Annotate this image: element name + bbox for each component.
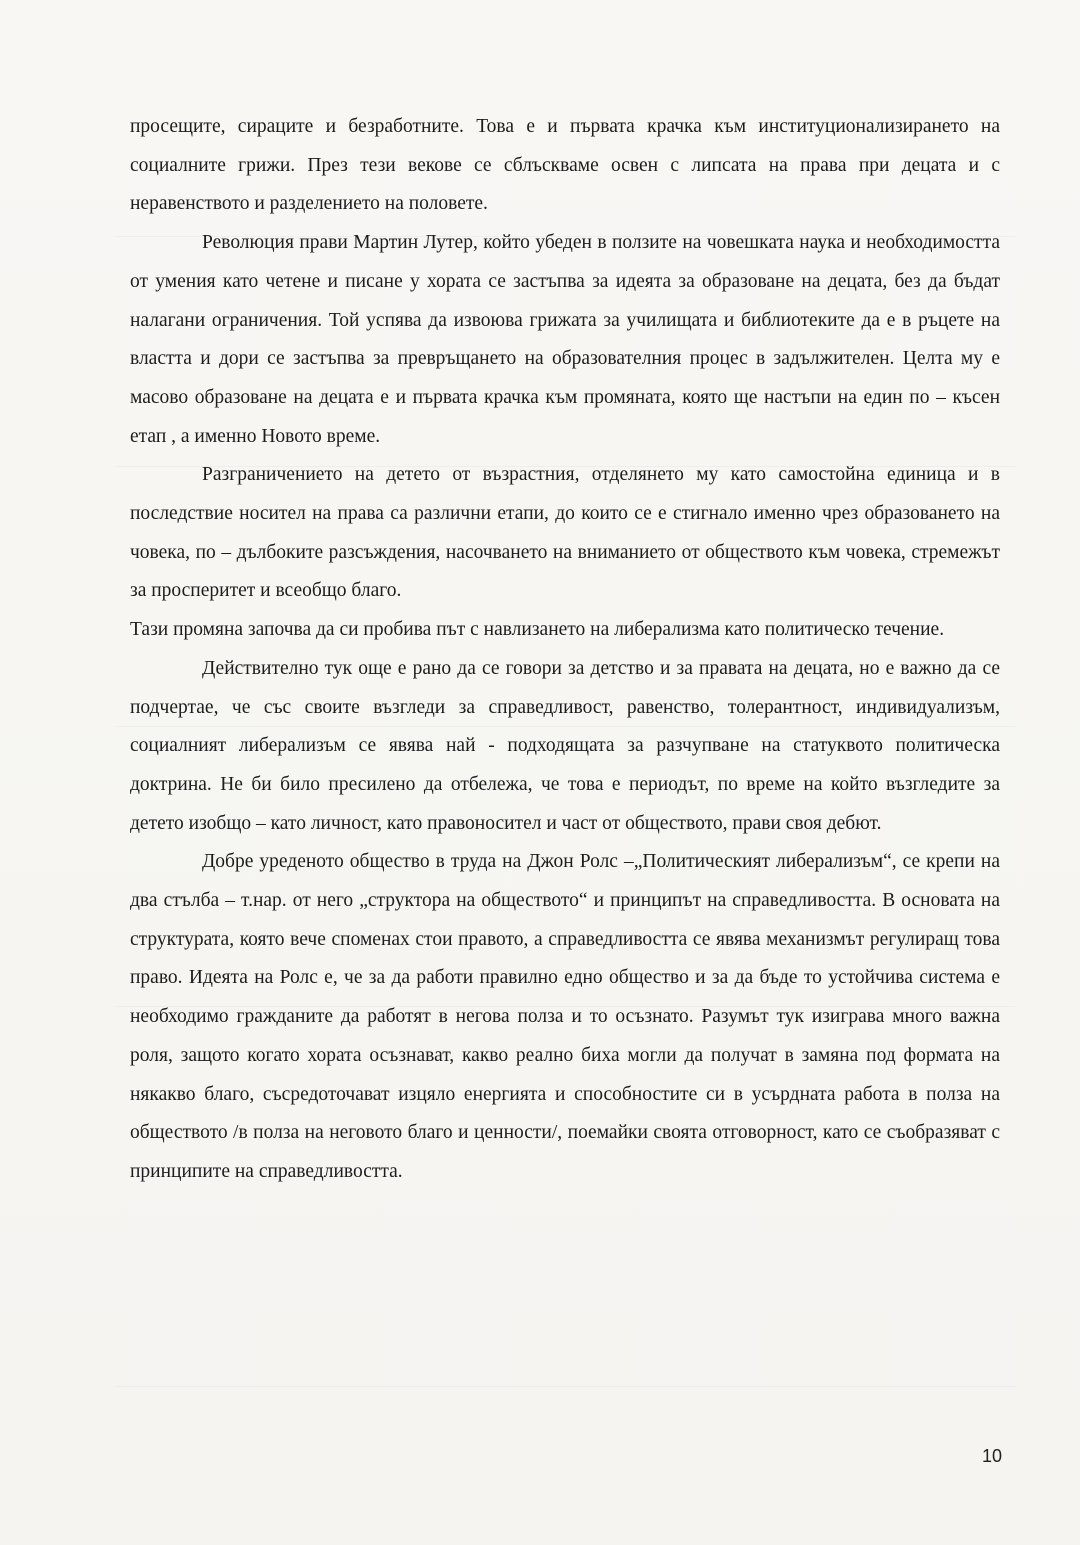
body-text (130, 108, 1000, 1192)
page-number: 10 (981, 1446, 1002, 1466)
paragraph-4: Тази промяна започва да си пробива път с навлизането на либерализма като политическо течение. (130, 619, 945, 641)
paragraph-6: Добре уреденото общество в труда на Джон Ролс –„Политическият либерализъм“, се крепи на два стълба – т.нар. от него „структора на обществото“ и принципът на справедливостта. В основата на структурата, която вече споменах стои правото, а справедливостта се явява механизмът регулиращ това право. Идеята на Ролс е, че за да работи правилно едно общество и за да бъде то устойчива система е необходимо гражданите да работят в негова полза и то осъзнато. Разумът тук изиграва много важна роля, защото когато хората осъзнават, какво реално биха могли да получат в замяна под формата на някакво благо, съсредоточават изцяло енергията и способностите си в усърдната работа в полза на обществото /в полза на неговото благо и ценности/, поемайки своята отговорност, като се съобразяват с принципите на справедливостта. (130, 851, 1000, 1182)
paragraph-5: Действително тук още е рано да се говори за детство и за правата на децата, но е важно да се подчертае, че със своите възгледи за справедливост, равенство, толерантност, индивидуализъм, социалният либерализъм се явява най - подходящата за разчупване на статуквото политическа доктрина. Не би било пресилено да отбележа, че това е периодът, по време на който възгледите за детето изобщо – като личност, като правоносител и част от обществото, прави своя дебют. (130, 657, 1000, 834)
paragraph-2: Революция прави Мартин Лутер, който убеден в ползите на човешката наука и необходимостта от умения като четене и писане у хората се застъпва за идеята за образоване на децата, без да бъдат налагани ограничения. Той успява да извоюва грижата за училищата и библиотеките да е в ръцете на властта и дори се застъпва за превръщането на образователния процес в задължителен. Целта му е масово образоване на децата е и първата крачка към промяната, която ще настъпи на един по – късен етап , а именно Новото време. (130, 232, 1000, 447)
paragraph-1: просещите, сираците и безработните. Това е и първата крачка към институционализирането на социалните грижи. През тези векове се сблъскваме освен с липсата на права при децата и с неравенството и разделението на половете. (130, 116, 1000, 215)
paragraph-3: Разграничението на детето от възрастния, отделянето му като самостойна единица и в последствие носител на права са различни етапи, до които се е стигнало именно чрез образоването на човека, по – дълбоките разсъждения, насочването на вниманието от обществото към човека, стремежът за просперитет и всеобщо благо. (130, 464, 1000, 602)
